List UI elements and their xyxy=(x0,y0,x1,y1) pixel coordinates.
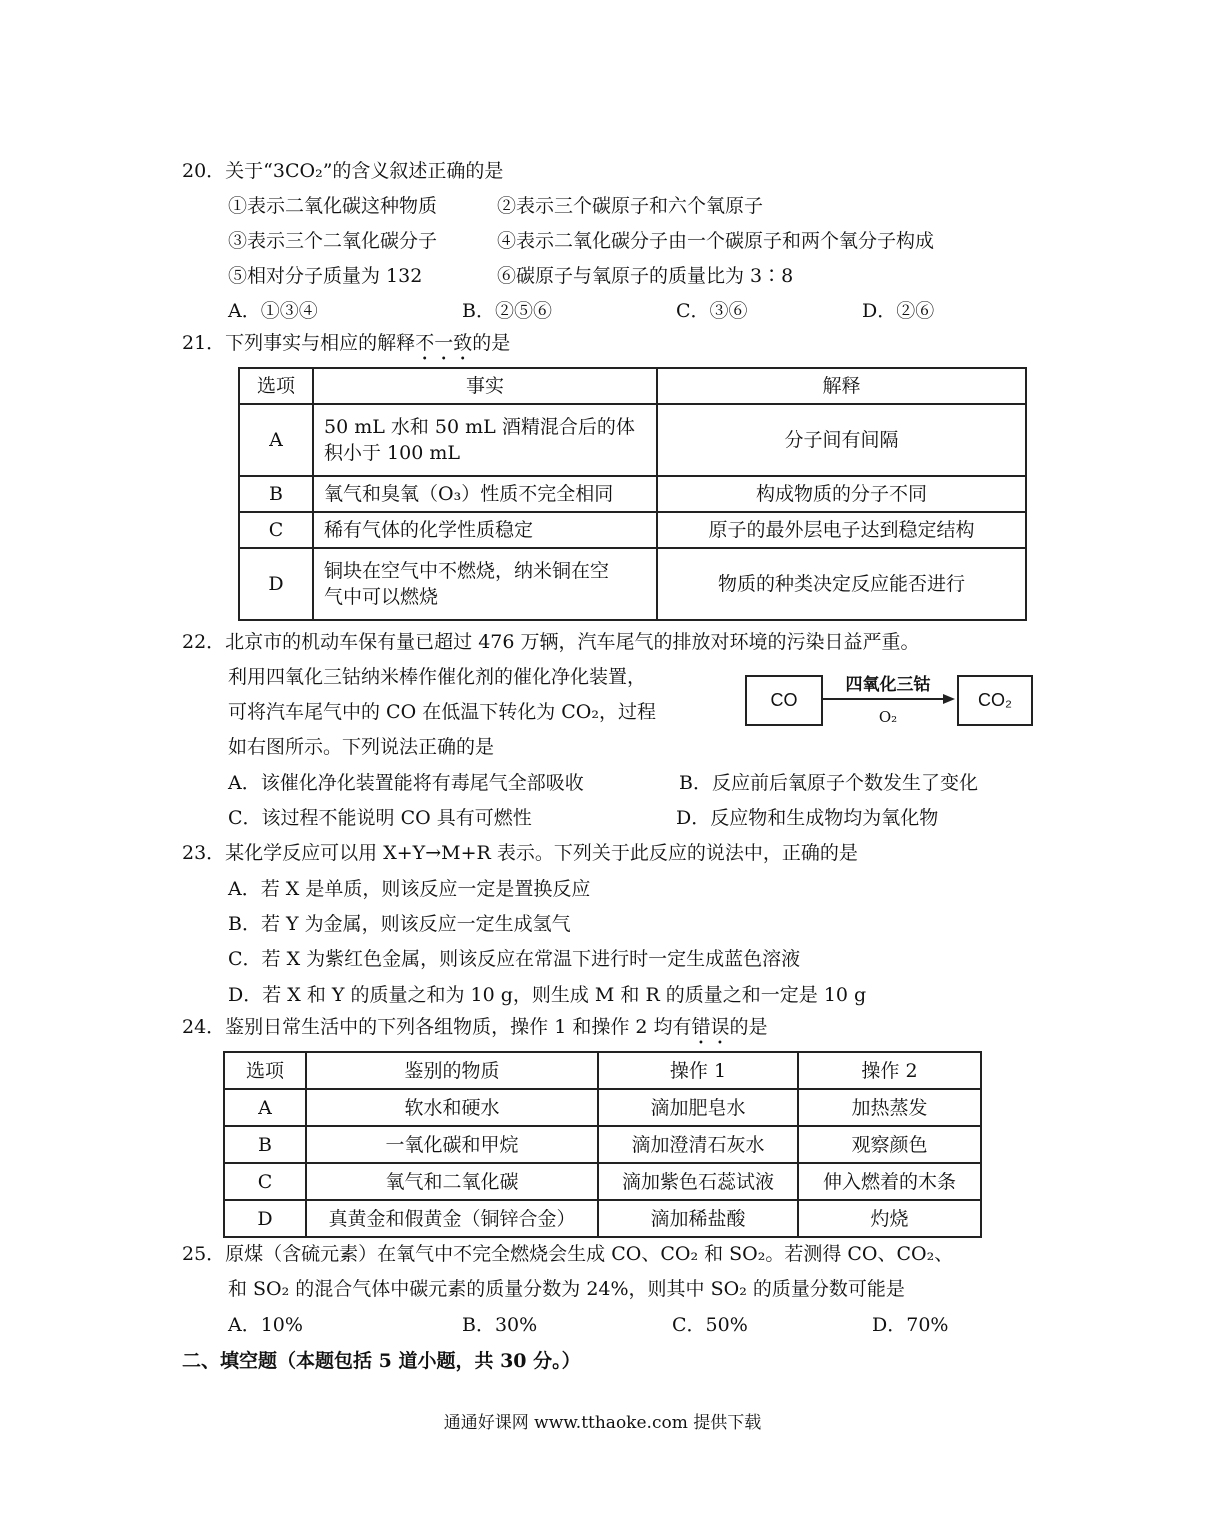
q25-option-c: C．50% xyxy=(672,1314,748,1336)
table-header: 解释 xyxy=(657,368,1026,404)
q20-statement-4: ④表示二氧化碳分子由一个碳原子和两个氧分子构成 xyxy=(497,230,935,252)
table-cell: A xyxy=(224,1089,306,1126)
table-cell-reason: 原子的最外层电子达到稳定结构 xyxy=(657,512,1026,548)
table-header: 选项 xyxy=(224,1052,306,1089)
q25-line-2: 和 SO₂ 的混合气体中碳元素的质量分数为 24%，则其中 SO₂ 的质量分数可能是 xyxy=(228,1278,905,1300)
product-box: CO₂ xyxy=(957,675,1033,726)
q22-line-1: 22．北京市的机动车保有量已超过 476 万辆，汽车尾气的排放对环境的污染日益严重。 xyxy=(182,631,920,653)
fact-line: 气中可以燃烧 xyxy=(324,586,439,608)
table-cell: 软水和硬水 xyxy=(306,1089,598,1126)
table-header: 事实 xyxy=(313,368,657,404)
table-header-row xyxy=(224,1052,981,1089)
table-cell-option: C xyxy=(239,512,313,548)
table-cell: 灼烧 xyxy=(798,1200,981,1237)
fact-line: 积小于 100 mL xyxy=(324,442,460,464)
q22-line-2: 利用四氧化三钴纳米棒作催化剂的催化净化装置， xyxy=(228,666,647,688)
table-header: 操作 2 xyxy=(798,1052,981,1089)
q24-stem-emphasis: 错误 xyxy=(691,1016,730,1038)
table-cell: 滴加紫色石蕊试液 xyxy=(598,1163,798,1200)
q20-stem: 20．关于“3CO₂”的含义叙述正确的是 xyxy=(182,160,504,182)
q21-table xyxy=(238,367,1027,621)
table-cell: 氧气和二氧化碳 xyxy=(306,1163,598,1200)
table-cell: 滴加肥皂水 xyxy=(598,1089,798,1126)
q21-stem-post: 的是 xyxy=(472,332,511,354)
table-cell-reason: 构成物质的分子不同 xyxy=(657,476,1026,512)
table-row xyxy=(239,404,1026,476)
table-row xyxy=(239,476,1026,512)
q20-statement-5: ⑤相对分子质量为 132 xyxy=(228,265,423,287)
table-cell-fact xyxy=(313,404,657,476)
fact-line: 铜块在空气中不燃烧，纳米铜在空 xyxy=(324,560,610,582)
table-header: 操作 1 xyxy=(598,1052,798,1089)
table-cell: 伸入燃着的木条 xyxy=(798,1163,981,1200)
table-cell: 加热蒸发 xyxy=(798,1089,981,1126)
q21-stem xyxy=(182,330,510,365)
reaction-arrow-icon xyxy=(821,692,957,706)
table-row xyxy=(224,1126,981,1163)
q20-statement-3: ③表示三个二氧化碳分子 xyxy=(228,230,438,252)
table-cell: B xyxy=(224,1126,306,1163)
table-header-row xyxy=(239,368,1026,404)
q20-option-c: C．③⑥ xyxy=(676,300,748,322)
q25-line-1: 25．原煤（含硫元素）在氧气中不完全燃烧会生成 CO、CO₂ 和 SO₂。若测得 CO、CO₂、 xyxy=(182,1243,954,1265)
table-cell: 一氧化碳和甲烷 xyxy=(306,1126,598,1163)
q20-option-d: D．②⑥ xyxy=(862,300,935,322)
q23-option-b: B．若 Y 为金属，则该反应一定生成氢气 xyxy=(228,913,571,935)
table-cell: 滴加澄清石灰水 xyxy=(598,1126,798,1163)
page-footer: 通通好课网 www.tthaoke.com 提供下载 xyxy=(443,1413,762,1433)
q23-option-c: C．若 X 为紫红色金属，则该反应在常温下进行时一定生成蓝色溶液 xyxy=(228,948,801,970)
q23-option-d: D．若 X 和 Y 的质量之和为 10 g，则生成 M 和 R 的质量之和一定是 10 g xyxy=(228,984,867,1006)
q22-option-a: A．该催化净化装置能将有毒尾气全部吸收 xyxy=(228,772,584,794)
q24-stem xyxy=(182,1014,768,1049)
q24-stem-post: 的是 xyxy=(729,1016,768,1038)
table-header: 选项 xyxy=(239,368,313,404)
q23-option-a: A．若 X 是单质，则该反应一定是置换反应 xyxy=(228,878,591,900)
table-cell: 滴加稀盐酸 xyxy=(598,1200,798,1237)
table-cell: 真黄金和假黄金（铜锌合金） xyxy=(306,1200,598,1237)
q22-line-4: 如右图所示。下列说法正确的是 xyxy=(228,736,495,758)
table-cell-option: D xyxy=(239,548,313,620)
table-cell: C xyxy=(224,1163,306,1200)
q22-option-b: B．反应前后氧原子个数发生了变化 xyxy=(679,772,978,794)
q24-stem-pre: 24．鉴别日常生活中的下列各组物质，操作 1 和操作 2 均有 xyxy=(182,1016,692,1038)
table-cell-fact: 氧气和臭氧（O₃）性质不完全相同 xyxy=(313,476,657,512)
q20-option-b: B．②⑤⑥ xyxy=(462,300,552,322)
table-cell-option: B xyxy=(239,476,313,512)
q23-stem: 23．某化学反应可以用 X+Y→M+R 表示。下列关于此反应的说法中，正确的是 xyxy=(182,842,858,864)
q20-statement-1: ①表示二氧化碳这种物质 xyxy=(228,195,438,217)
reagent-label: O₂ xyxy=(878,708,898,726)
table-cell-reason: 物质的种类决定反应能否进行 xyxy=(657,548,1026,620)
catalyst-label: 四氧化三钴 xyxy=(845,675,931,694)
q20-option-a: A．①③④ xyxy=(228,300,318,322)
q25-option-d: D．70% xyxy=(872,1314,949,1336)
table-cell: 观察颜色 xyxy=(798,1126,981,1163)
table-cell-fact xyxy=(313,548,657,620)
q22-option-c: C．该过程不能说明 CO 具有可燃性 xyxy=(228,807,532,829)
q21-stem-emphasis: 不一致 xyxy=(415,332,473,354)
table-cell: D xyxy=(224,1200,306,1237)
reactant-box: CO xyxy=(745,675,823,726)
table-cell-reason: 分子间有间隔 xyxy=(657,404,1026,476)
table-header: 鉴别的物质 xyxy=(306,1052,598,1089)
q21-stem-pre: 21．下列事实与相应的解释 xyxy=(182,332,416,354)
table-row xyxy=(224,1163,981,1200)
table-row xyxy=(239,512,1026,548)
table-cell-option: A xyxy=(239,404,313,476)
table-cell-fact: 稀有气体的化学性质稳定 xyxy=(313,512,657,548)
section-2-heading: 二、填空题（本题包括 5 道小题，共 30 分。） xyxy=(182,1350,581,1372)
q20-statement-6: ⑥碳原子与氧原子的质量比为 3∶8 xyxy=(497,265,794,287)
table-row xyxy=(239,548,1026,620)
q25-option-a: A．10% xyxy=(228,1314,303,1336)
q22-line-3: 可将汽车尾气中的 CO 在低温下转化为 CO₂，过程 xyxy=(228,701,656,723)
fact-line: 50 mL 水和 50 mL 酒精混合后的体 xyxy=(324,416,635,438)
q22-option-d: D．反应物和生成物均为氧化物 xyxy=(676,807,939,829)
q20-statement-2: ②表示三个碳原子和六个氧原子 xyxy=(497,195,764,217)
q24-table xyxy=(223,1051,982,1238)
table-row xyxy=(224,1200,981,1237)
q25-option-b: B．30% xyxy=(462,1314,538,1336)
table-row xyxy=(224,1089,981,1126)
